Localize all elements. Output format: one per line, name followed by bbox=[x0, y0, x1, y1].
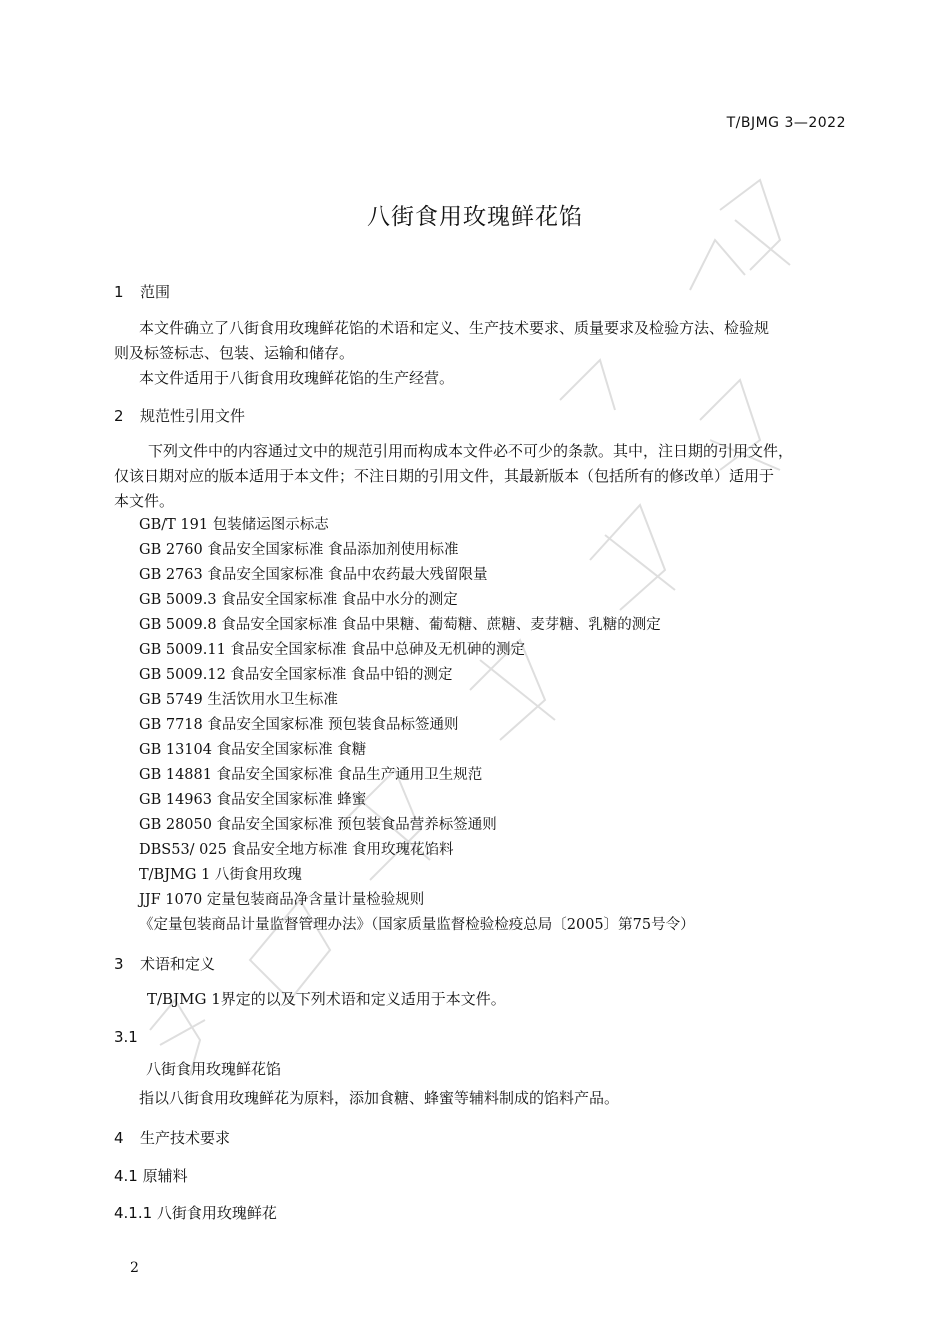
reference-item: T/BJMG 1 八街食用玫瑰 bbox=[139, 867, 302, 883]
reference-item: GB/T 191 包装储运图示标志 bbox=[139, 517, 329, 533]
section-1-body bbox=[114, 316, 846, 391]
page-title: 八街食用玫瑰鲜花馅 bbox=[367, 204, 583, 230]
section-title: 生产技术要求 bbox=[140, 1129, 231, 1147]
page-number: 2 bbox=[130, 1260, 139, 1276]
paragraph-line: 下列文件中的内容通过文中的规范引用而构成本文件必不可少的条款。其中，注日期的引用文件， bbox=[148, 442, 794, 460]
reference-item: GB 5009.12 食品安全国家标准 食品中铅的测定 bbox=[139, 667, 453, 683]
reference-item: GB 5749 生活饮用水卫生标准 bbox=[139, 692, 338, 708]
reference-item: GB 2760 食品安全国家标准 食品添加剂使用标准 bbox=[139, 542, 459, 558]
reference-item: GB 28050 食品安全国家标准 预包装食品营养标签通则 bbox=[139, 817, 497, 833]
reference-item: GB 5009.3 食品安全国家标准 食品中水分的测定 bbox=[139, 592, 458, 608]
reference-item: GB 7718 食品安全国家标准 预包装食品标签通则 bbox=[139, 717, 459, 733]
paragraph-line: 仅该日期对应的版本适用于本文件；不注日期的引用文件，其最新版本（包括所有的修改单）适用于 bbox=[114, 467, 775, 485]
reference-item: 《定量包装商品计量监督管理办法》（国家质量监督检验检疫总局〔2005〕第75号令） bbox=[139, 917, 695, 933]
section-2-heading bbox=[114, 405, 245, 426]
subsection-4-1: 4.1 原辅料 bbox=[114, 1167, 188, 1185]
section-title: 范围 bbox=[140, 283, 171, 301]
reference-item: GB 13104 食品安全国家标准 食糖 bbox=[139, 742, 367, 758]
reference-item: GB 5009.11 食品安全国家标准 食品中总砷及无机砷的测定 bbox=[139, 642, 526, 658]
reference-item: GB 14881 食品安全国家标准 食品生产通用卫生规范 bbox=[139, 767, 483, 783]
section-number: 2 bbox=[114, 407, 124, 425]
section-title: 术语和定义 bbox=[140, 955, 216, 973]
section-3-heading bbox=[114, 953, 215, 974]
reference-item: GB 2763 食品安全国家标准 食品中农药最大残留限量 bbox=[139, 567, 488, 583]
section-number: 3 bbox=[114, 955, 124, 973]
section-number: 1 bbox=[114, 283, 124, 301]
paragraph-line: 指以八街食用玫瑰鲜花为原料，添加食糖、蜂蜜等辅料制成的馅料产品。 bbox=[139, 1089, 620, 1107]
paragraph-line: 本文件确立了八街食用玫瑰鲜花馅的术语和定义、生产技术要求、质量要求及检验方法、检验规 bbox=[139, 319, 770, 337]
reference-item: GB 5009.8 食品安全国家标准 食品中果糖、葡萄糖、蔗糖、麦芽糖、乳糖的测定 bbox=[139, 617, 661, 633]
section-number: 4 bbox=[114, 1129, 124, 1147]
paragraph-line: 本文件。 bbox=[114, 492, 175, 510]
reference-item: DBS53/ 025 食品安全地方标准 食用玫瑰花馅料 bbox=[139, 842, 454, 858]
paragraph-line: T/BJMG 1界定的以及下列术语和定义适用于本文件。 bbox=[147, 990, 506, 1008]
standard-code: T/BJMG 3—2022 bbox=[726, 115, 846, 131]
paragraph-line: 本文件适用于八街食用玫瑰鲜花馅的生产经营。 bbox=[139, 369, 455, 387]
section-title: 规范性引用文件 bbox=[140, 407, 246, 425]
section-2-body bbox=[114, 439, 846, 514]
term-name: 八街食用玫瑰鲜花馅 bbox=[146, 1060, 282, 1078]
paragraph-line: 则及标签标志、包装、运输和储存。 bbox=[114, 344, 355, 362]
subsection-4-1-1: 4.1.1 八街食用玫瑰鲜花 bbox=[114, 1204, 277, 1222]
normative-references-list bbox=[139, 513, 695, 938]
reference-item: GB 14963 食品安全国家标准 蜂蜜 bbox=[139, 792, 367, 808]
term-number: 3.1 bbox=[114, 1028, 138, 1046]
section-3-body bbox=[114, 987, 846, 1012]
section-1-heading bbox=[114, 281, 170, 302]
reference-item: JJF 1070 定量包装商品净含量计量检验规则 bbox=[139, 892, 425, 908]
term-definition bbox=[114, 1086, 846, 1111]
section-4-heading bbox=[114, 1127, 230, 1148]
